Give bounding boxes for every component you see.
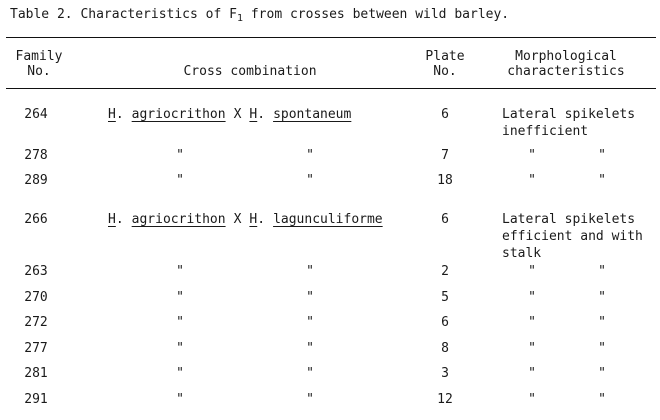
separator-dot: . bbox=[257, 107, 266, 122]
family-number: 278 bbox=[24, 148, 48, 163]
header-family bbox=[10, 49, 68, 79]
plate-number: 2 bbox=[441, 264, 449, 279]
ditto-mark: " bbox=[306, 290, 314, 305]
genus-name: H bbox=[108, 212, 116, 227]
plate-number: 6 bbox=[441, 107, 449, 122]
genus-name: H bbox=[249, 107, 258, 122]
ditto-mark: " bbox=[306, 148, 314, 163]
ditto-mark: " bbox=[306, 341, 314, 356]
ditto-mark: " bbox=[598, 264, 606, 279]
ditto-mark: " bbox=[528, 173, 536, 188]
header-family-line2: No. bbox=[27, 64, 51, 79]
ditto-mark: " bbox=[176, 341, 184, 356]
plate-number: 5 bbox=[441, 290, 449, 305]
plate-number: 7 bbox=[441, 148, 449, 163]
ditto-mark: " bbox=[598, 315, 606, 330]
ditto-mark: " bbox=[528, 264, 536, 279]
header-morph-line2: characteristics bbox=[507, 64, 625, 79]
ditto-mark: " bbox=[528, 315, 536, 330]
cross-symbol: X bbox=[233, 107, 242, 122]
header-family-line1: Family bbox=[15, 49, 63, 64]
plate-number: 3 bbox=[441, 366, 449, 381]
ditto-mark: " bbox=[306, 264, 314, 279]
ditto-mark: " bbox=[598, 366, 606, 381]
plate-number: 6 bbox=[441, 212, 449, 227]
genus-name: H bbox=[108, 107, 116, 122]
genus-name: H bbox=[249, 212, 258, 227]
cross-combination bbox=[108, 212, 383, 227]
species-name: lagunculiforme bbox=[273, 212, 383, 227]
ditto-mark: " bbox=[528, 366, 536, 381]
species-name: agriocrithon bbox=[131, 107, 226, 122]
plate-number: 18 bbox=[437, 173, 453, 188]
header-morph-line1: Morphological bbox=[515, 49, 617, 64]
header-plate bbox=[415, 49, 475, 79]
ditto-mark: " bbox=[176, 173, 184, 188]
species-name: spontaneum bbox=[273, 107, 352, 122]
ditto-mark: " bbox=[528, 148, 536, 163]
separator-dot: . bbox=[115, 212, 124, 227]
header-morph bbox=[496, 49, 636, 79]
family-number: 266 bbox=[24, 212, 48, 227]
ditto-mark: " bbox=[176, 392, 184, 407]
plate-number: 8 bbox=[441, 341, 449, 356]
ditto-mark: " bbox=[176, 366, 184, 381]
ditto-mark: " bbox=[528, 290, 536, 305]
ditto-mark: " bbox=[306, 315, 314, 330]
ditto-mark: " bbox=[598, 341, 606, 356]
morphology-line: stalk bbox=[502, 246, 542, 261]
plate-number: 12 bbox=[437, 392, 453, 407]
family-number: 291 bbox=[24, 392, 48, 407]
family-number: 277 bbox=[24, 341, 48, 356]
ditto-mark: " bbox=[528, 341, 536, 356]
ditto-mark: " bbox=[598, 173, 606, 188]
plate-number: 6 bbox=[441, 315, 449, 330]
header-plate-line1: Plate bbox=[425, 49, 465, 64]
separator-dot: . bbox=[115, 107, 124, 122]
family-number: 289 bbox=[24, 173, 48, 188]
morphology-line: inefficient bbox=[502, 124, 589, 139]
caption-prefix: Table 2. Characteristics of F bbox=[10, 7, 237, 22]
ditto-mark: " bbox=[176, 148, 184, 163]
ditto-mark: " bbox=[306, 173, 314, 188]
family-number: 263 bbox=[24, 264, 48, 279]
family-number: 281 bbox=[24, 366, 48, 381]
ditto-mark: " bbox=[176, 290, 184, 305]
morphology-line: Lateral spikelets bbox=[502, 107, 636, 122]
ditto-mark: " bbox=[306, 392, 314, 407]
caption-subscript: 1 bbox=[236, 13, 244, 24]
separator-dot: . bbox=[257, 212, 266, 227]
ditto-mark: " bbox=[598, 148, 606, 163]
ditto-mark: " bbox=[528, 392, 536, 407]
header-rule bbox=[6, 88, 656, 89]
top-rule bbox=[6, 37, 656, 38]
species-name: agriocrithon bbox=[131, 212, 226, 227]
family-number: 270 bbox=[24, 290, 48, 305]
ditto-mark: " bbox=[598, 392, 606, 407]
ditto-mark: " bbox=[598, 290, 606, 305]
ditto-mark: " bbox=[176, 264, 184, 279]
cross-combination bbox=[108, 107, 351, 122]
header-plate-line2: No. bbox=[433, 64, 457, 79]
cross-symbol: X bbox=[233, 212, 242, 227]
caption-suffix: from crosses between wild barley. bbox=[243, 7, 510, 22]
ditto-mark: " bbox=[306, 366, 314, 381]
table-caption bbox=[10, 7, 509, 24]
family-number: 272 bbox=[24, 315, 48, 330]
header-cross: Cross combination bbox=[183, 64, 317, 79]
ditto-mark: " bbox=[176, 315, 184, 330]
family-number: 264 bbox=[24, 107, 48, 122]
morphology-line: efficient and with bbox=[502, 229, 643, 244]
morphology-line: Lateral spikelets bbox=[502, 212, 636, 227]
